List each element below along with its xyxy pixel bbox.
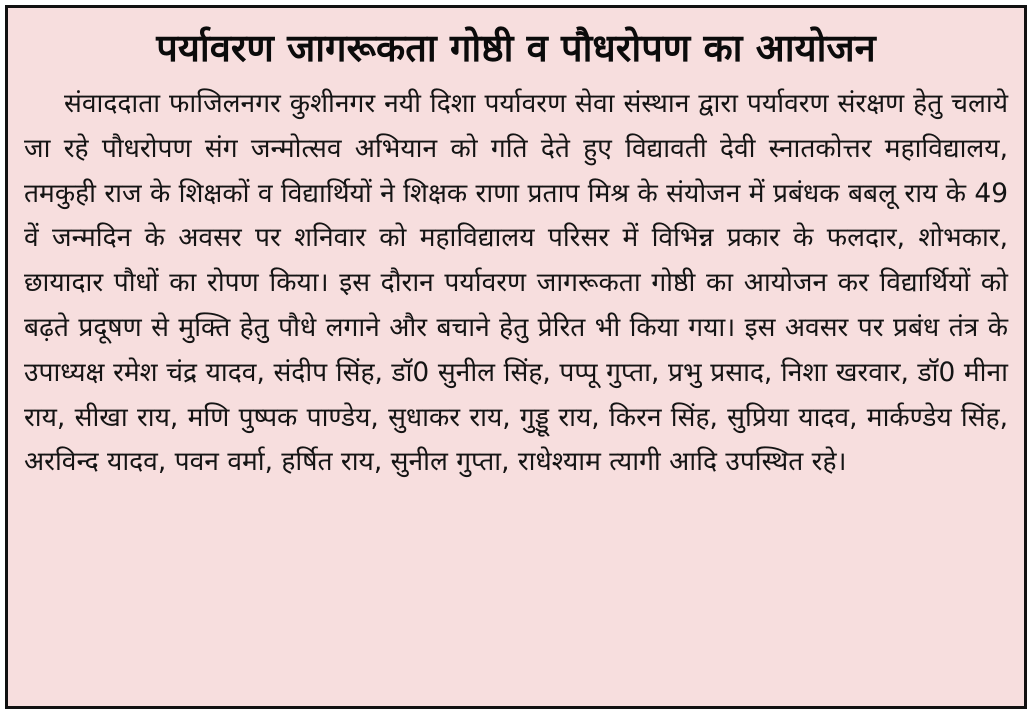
article-headline: पर्यावरण जागरूकता गोष्ठी व पौधरोपण का आयोजन [156, 26, 876, 70]
news-clipping [5, 5, 1027, 709]
article-body: संवाददाता फाजिलनगर कुशीनगर नयी दिशा पर्यावरण सेवा संस्थान द्वारा पर्यावरण संरक्षण हेतु चलाये जा रहे पौधरोपण संग जन्मोत्सव अभियान को गति देते हुए विद्यावती देवी स्नातकोत्तर महाविद्यालय, तमकुही राज के शिक्षकों व विद्यार्थियों ने शिक्षक राणा प्रताप मिश्र के संयोजन में प्रबंधक बबलू राय के 49 वें जन्मदिन के अवसर पर शनिवार को महाविद्यालय परिसर में विभिन्न प्रकार के फलदार, शोभकार, छायादार पौधों का रोपण किया। इस दौरान पर्यावरण जागरूकता गोष्ठी का आयोजन कर विद्यार्थियों को बढ़ते प्रदूषण से मुक्ति हेतु पौधे लगाने और बचाने हेतु प्रेरित भी किया गया। इस अवसर पर प्रबंध तंत्र के उपाध्यक्ष रमेश चंद्र यादव, संदीप सिंह, डॉ0 सुनील सिंह, पप्पू गुप्ता, प्रभु प्रसाद, निशा खरवार, डॉ0 मीना राय, सीखा राय, मणि पुष्पक पाण्डेय, सुधाकर राय, गुड्डू राय, किरन सिंह, सुप्रिया यादव, मार्कण्डेय सिंह, अरविन्द यादव, पवन वर्मा, हर्षित राय, सुनील गुप्ता, राधेश्याम त्यागी आदि उपस्थित रहे। [24, 88, 1008, 478]
